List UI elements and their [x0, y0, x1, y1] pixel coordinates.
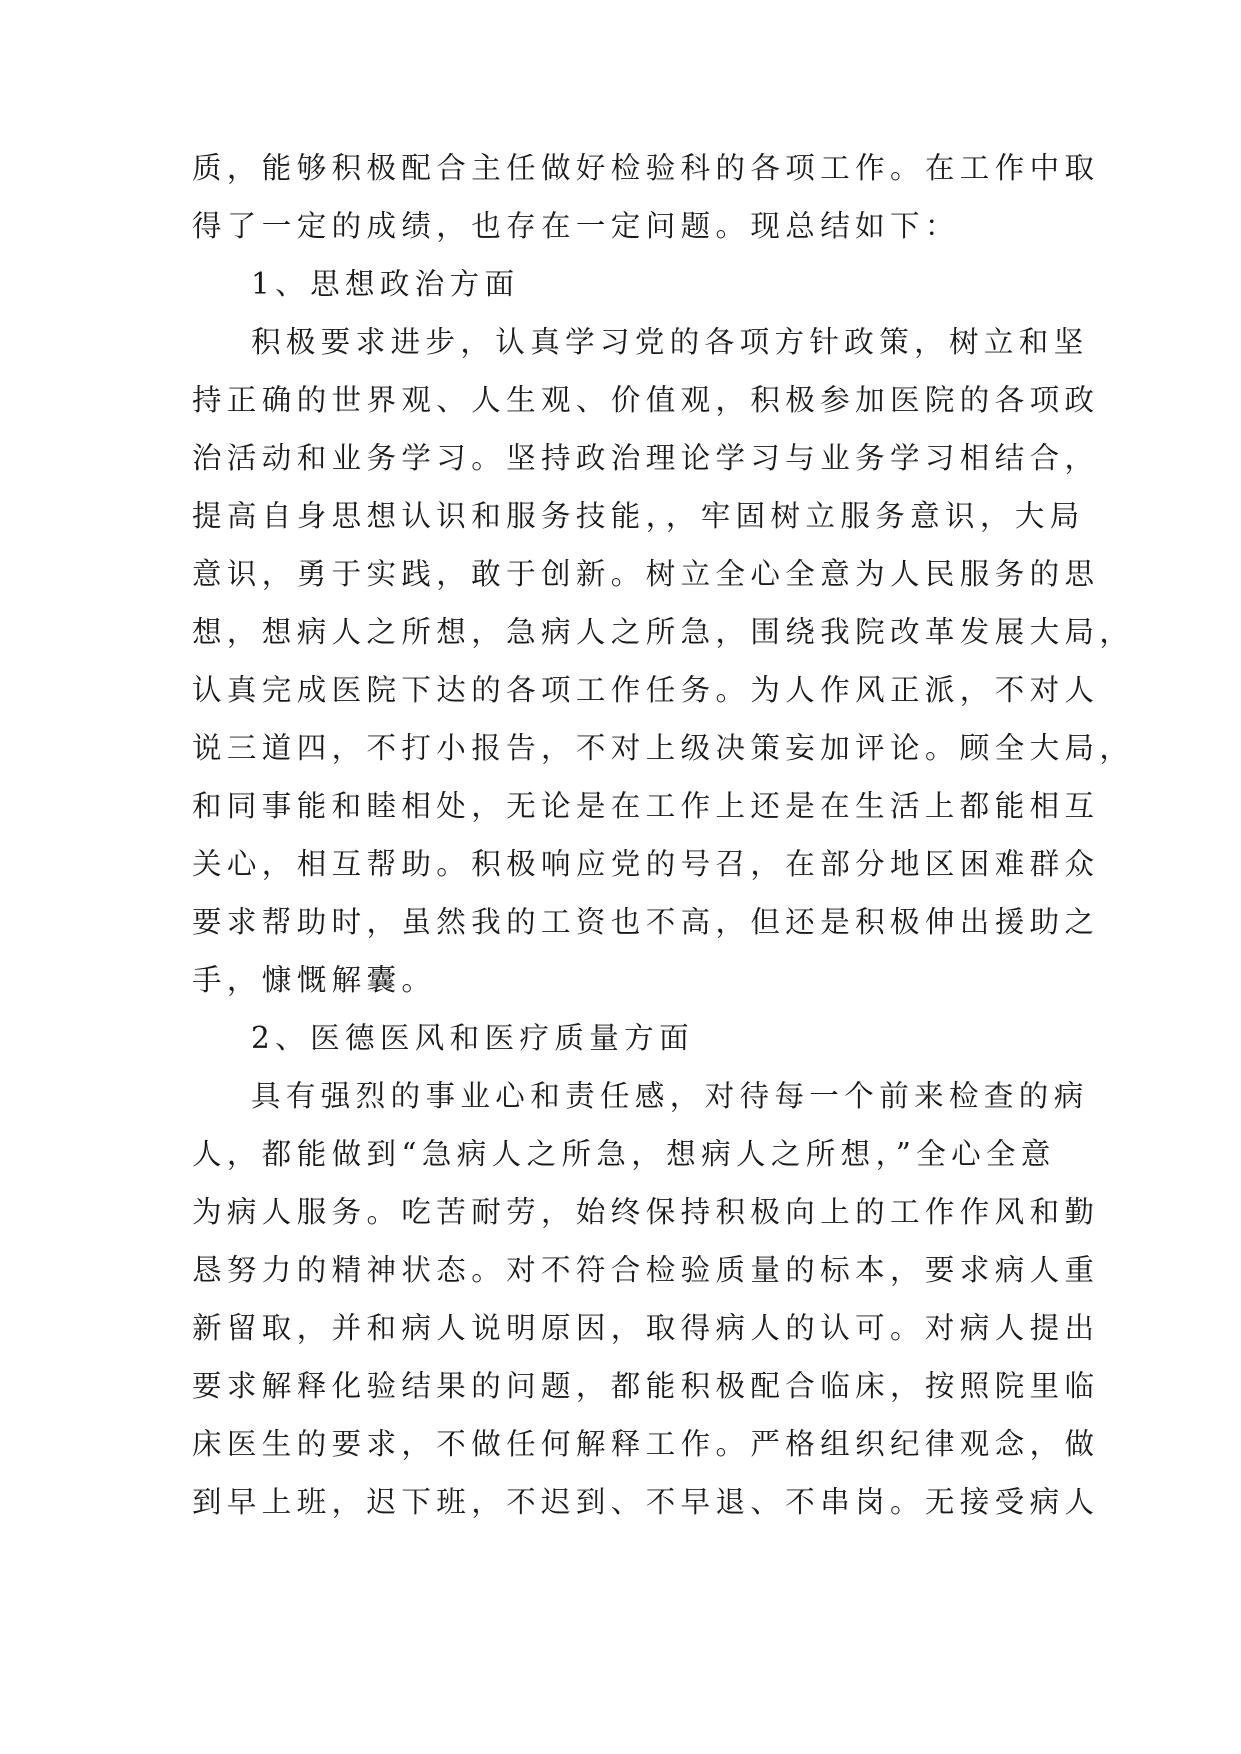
body-text-line: 手，慷慨解囊。 — [192, 963, 437, 997]
body-text-line: 意识，勇于实践，敢于创新。树立全心全意为人民服务的思 — [192, 557, 1100, 591]
body-text-line: 要求帮助时，虽然我的工资也不高，但还是积极伸出援助之 — [192, 905, 1100, 939]
body-text-line: 得了一定的成绩，也存在一定问题。现总结如下： — [192, 209, 960, 243]
paragraph-first-line: 具有强烈的事业心和责任感，对待每一个前来检查的病 — [251, 1079, 1089, 1113]
body-text-line: 想，想病人之所想，急病人之所急，围绕我院改革发展大局， — [192, 615, 1135, 649]
body-text-line: 床医生的要求，不做任何解释工作。严格组织纪律观念，做 — [192, 1427, 1100, 1461]
body-text-line: 质，能够积极配合主任做好检验科的各项工作。在工作中取 — [192, 151, 1100, 185]
paragraph-first-line: 积极要求进步，认真学习党的各项方针政策，树立和坚 — [251, 325, 1089, 359]
body-text-line: 新留取，并和病人说明原因，取得病人的认可。对病人提出 — [192, 1311, 1100, 1345]
body-text-line: 恳努力的精神状态。对不符合检验质量的标本，要求病人重 — [192, 1253, 1100, 1287]
section-heading-2: 2、医德医风和医疗质量方面 — [251, 1021, 694, 1055]
body-text-line: 关心，相互帮助。积极响应党的号召，在部分地区困难群众 — [192, 847, 1100, 881]
body-text-line: 要求解释化验结果的问题，都能积极配合临床，按照院里临 — [192, 1369, 1100, 1403]
body-text-line: 人，都能做到“急病人之所急，想病人之所想，”全心全意 — [192, 1137, 1056, 1171]
body-text-line: 持正确的世界观、人生观、价值观，积极参加医院的各项政 — [192, 383, 1100, 417]
body-text-line: 认真完成医院下达的各项工作任务。为人作风正派，不对人 — [192, 673, 1100, 707]
body-text-line: 为病人服务。吃苦耐劳，始终保持积极向上的工作作风和勤 — [192, 1195, 1100, 1229]
body-text-line: 提高自身思想认识和服务技能，，牢固树立服务意识，大局 — [192, 499, 1085, 533]
body-text-line: 说三道四，不打小报告，不对上级决策妄加评论。顾全大局， — [192, 731, 1135, 765]
body-text-line: 和同事能和睦相处，无论是在工作上还是在生活上都能相互 — [192, 789, 1100, 823]
body-text-line: 治活动和业务学习。坚持政治理论学习与业务学习相结合， — [192, 441, 1100, 475]
section-heading-1: 1、思想政治方面 — [251, 267, 520, 301]
body-text-line: 到早上班，迟下班，不迟到、不早退、不串岗。无接受病人 — [192, 1485, 1100, 1519]
